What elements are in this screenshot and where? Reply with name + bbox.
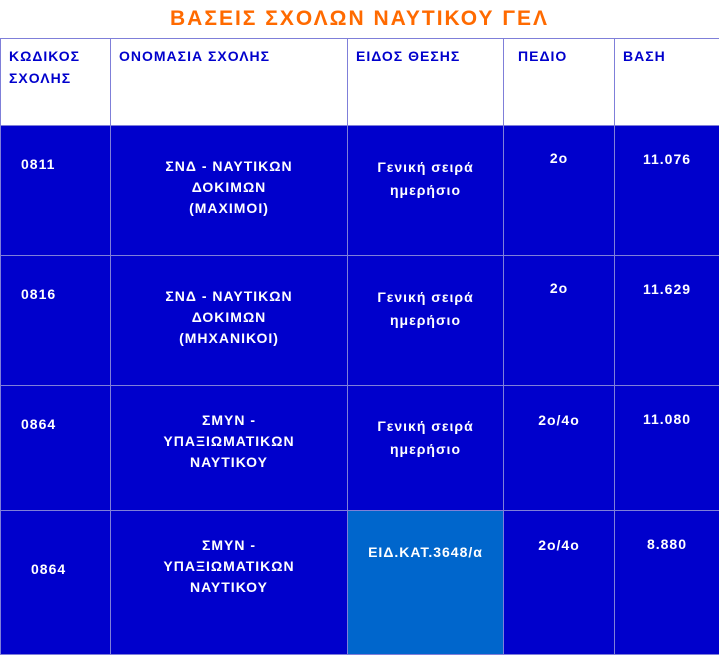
cell-field: 2ο bbox=[504, 126, 615, 256]
header-row bbox=[1, 39, 719, 126]
cell-type: Γενική σειρά ημερήσιο bbox=[348, 256, 504, 386]
cell-field: 2ο/4ο bbox=[504, 386, 615, 511]
cell-code: 0816 bbox=[1, 256, 111, 386]
cell-base: 8.880 bbox=[615, 511, 719, 655]
header-code: ΚΩΔΙΚΟΣ ΣΧΟΛΗΣ bbox=[1, 39, 111, 126]
cell-type: Γενική σειρά ημερήσιο bbox=[348, 386, 504, 511]
header-base: ΒΑΣΗ bbox=[615, 39, 719, 126]
cell-base: 11.629 bbox=[615, 256, 719, 386]
table-row bbox=[1, 386, 719, 511]
cell-name: ΣΜΥΝ - ΥΠΑΞΙΩΜΑΤΙΚΩΝ ΝΑΥΤΙΚΟΥ bbox=[111, 386, 348, 511]
cell-code: 0864 bbox=[1, 511, 111, 655]
cell-name: ΣΝΔ - ΝΑΥΤΙΚΩΝ ΔΟΚΙΜΩΝ (ΜΗΧΑΝΙΚΟΙ) bbox=[111, 256, 348, 386]
cell-code: 0864 bbox=[1, 386, 111, 511]
cell-base: 11.076 bbox=[615, 126, 719, 256]
table-row bbox=[1, 126, 719, 256]
cell-type: Γενική σειρά ημερήσιο bbox=[348, 126, 504, 256]
cell-name: ΣΝΔ - ΝΑΥΤΙΚΩΝ ΔΟΚΙΜΩΝ (ΜΑΧΙΜΟΙ) bbox=[111, 126, 348, 256]
table-row bbox=[1, 511, 719, 655]
header-name: ΟΝΟΜΑΣΙΑ ΣΧΟΛΗΣ bbox=[111, 39, 348, 126]
cell-field: 2ο/4ο bbox=[504, 511, 615, 655]
table-row bbox=[1, 256, 719, 386]
bases-table bbox=[0, 38, 719, 655]
cell-code: 0811 bbox=[1, 126, 111, 256]
header-type: ΕΙΔΟΣ ΘΕΣΗΣ bbox=[348, 39, 504, 126]
page-title: ΒΑΣΕΙΣ ΣΧΟΛΩΝ ΝΑΥΤΙΚΟΥ ΓΕΛ bbox=[0, 0, 719, 38]
cell-field: 2ο bbox=[504, 256, 615, 386]
cell-type: ΕΙΔ.ΚΑΤ.3648/α bbox=[348, 511, 504, 655]
header-field: ΠΕΔΙΟ bbox=[504, 39, 615, 126]
cell-base: 11.080 bbox=[615, 386, 719, 511]
cell-name: ΣΜΥΝ - ΥΠΑΞΙΩΜΑΤΙΚΩΝ ΝΑΥΤΙΚΟΥ bbox=[111, 511, 348, 655]
